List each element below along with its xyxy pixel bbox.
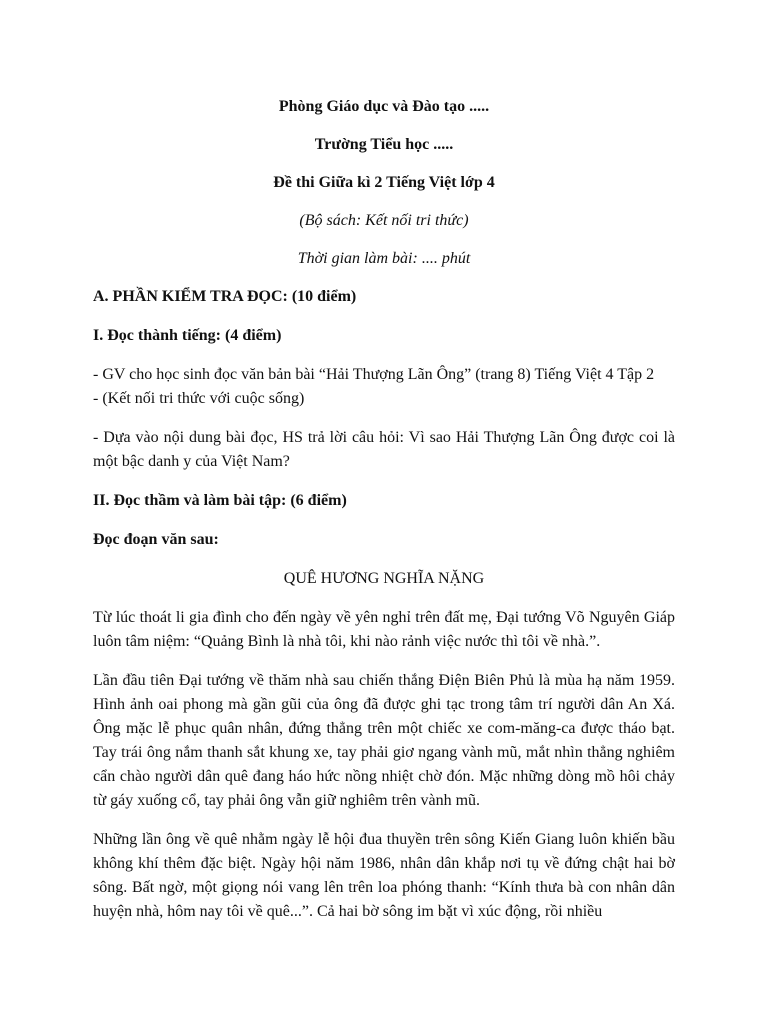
school-heading: Trường Tiểu học .....: [314, 136, 454, 153]
reading-task-line-1: - GV cho học sinh đọc văn bản bài “Hải Thượng Lãn Ông” (trang 8) Tiếng Việt 4 Tập 2: [93, 366, 655, 383]
reading-task-line-2: - (Kết nối tri thức với cuộc sống): [93, 390, 305, 407]
document-page: [93, 95, 675, 924]
passage-title: QUÊ HƯƠNG NGHĨA NẶNG: [283, 570, 485, 587]
part-1-heading: I. Đọc thành tiếng: (4 điểm): [93, 327, 282, 344]
section-a-heading: A. PHẦN KIỂM TRA ĐỌC: (10 điểm): [93, 288, 357, 305]
department-heading: Phòng Giáo dục và Đào tạo .....: [278, 98, 490, 115]
passage-instruction: Đọc đoạn văn sau:: [93, 531, 219, 548]
part-2-heading: II. Đọc thầm và làm bài tập: (6 điểm): [93, 492, 347, 509]
book-series: (Bộ sách: Kết nối tri thức): [299, 212, 469, 229]
time-allowed: Thời gian làm bài: .... phút: [297, 250, 471, 267]
exam-title: Đề thi Giữa kì 2 Tiếng Việt lớp 4: [273, 174, 495, 191]
passage-paragraph-3: Những lần ông về quê nhằm ngày lễ hội đua thuyền trên sông Kiến Giang luôn khiến bầu không khí thêm đặc biệt. Ngày hội năm 1986, nhân dân khắp nơi tụ về đứng chật hai bờ sông. Bất ngờ, một giọng nói vang lên trên loa phóng thanh: “Kính thưa bà con nhân dân huyện nhà, hôm nay tôi về quê...”. Cả hai bờ sông im bặt vì xúc động, rồi nhiều: [93, 831, 675, 920]
passage-paragraph-2: Lần đầu tiên Đại tướng về thăm nhà sau chiến thắng Điện Biên Phủ là mùa hạ năm 1959. Hình ảnh oai phong mà gần gũi của ông đã được ghi tạc trong tâm trí người dân An Xá. Ông mặc lễ phục quân nhân, đứng thẳng trên một chiếc xe com-măng-ca được tháo bạt. Tay trái ông nắm thanh sắt khung xe, tay phải giơ ngang vành mũ, mắt nhìn thẳng nghiêm cẩn chào người dân quê đang háo hức nồng nhiệt chờ đón. Mặc những dòng mồ hôi chảy từ gáy xuống cổ, tay phải ông vẫn giữ nghiêm trên vành mũ.: [93, 672, 675, 809]
reading-question: - Dựa vào nội dung bài đọc, HS trả lời câu hỏi: Vì sao Hải Thượng Lãn Ông được coi là một bậc danh y của Việt Nam?: [93, 429, 675, 470]
passage-paragraph-1: Từ lúc thoát li gia đình cho đến ngày về yên nghỉ trên đất mẹ, Đại tướng Võ Nguyên Giáp luôn tâm niệm: “Quảng Bình là nhà tôi, khi nào rảnh việc nước thì tôi về nhà.”.: [93, 609, 675, 650]
